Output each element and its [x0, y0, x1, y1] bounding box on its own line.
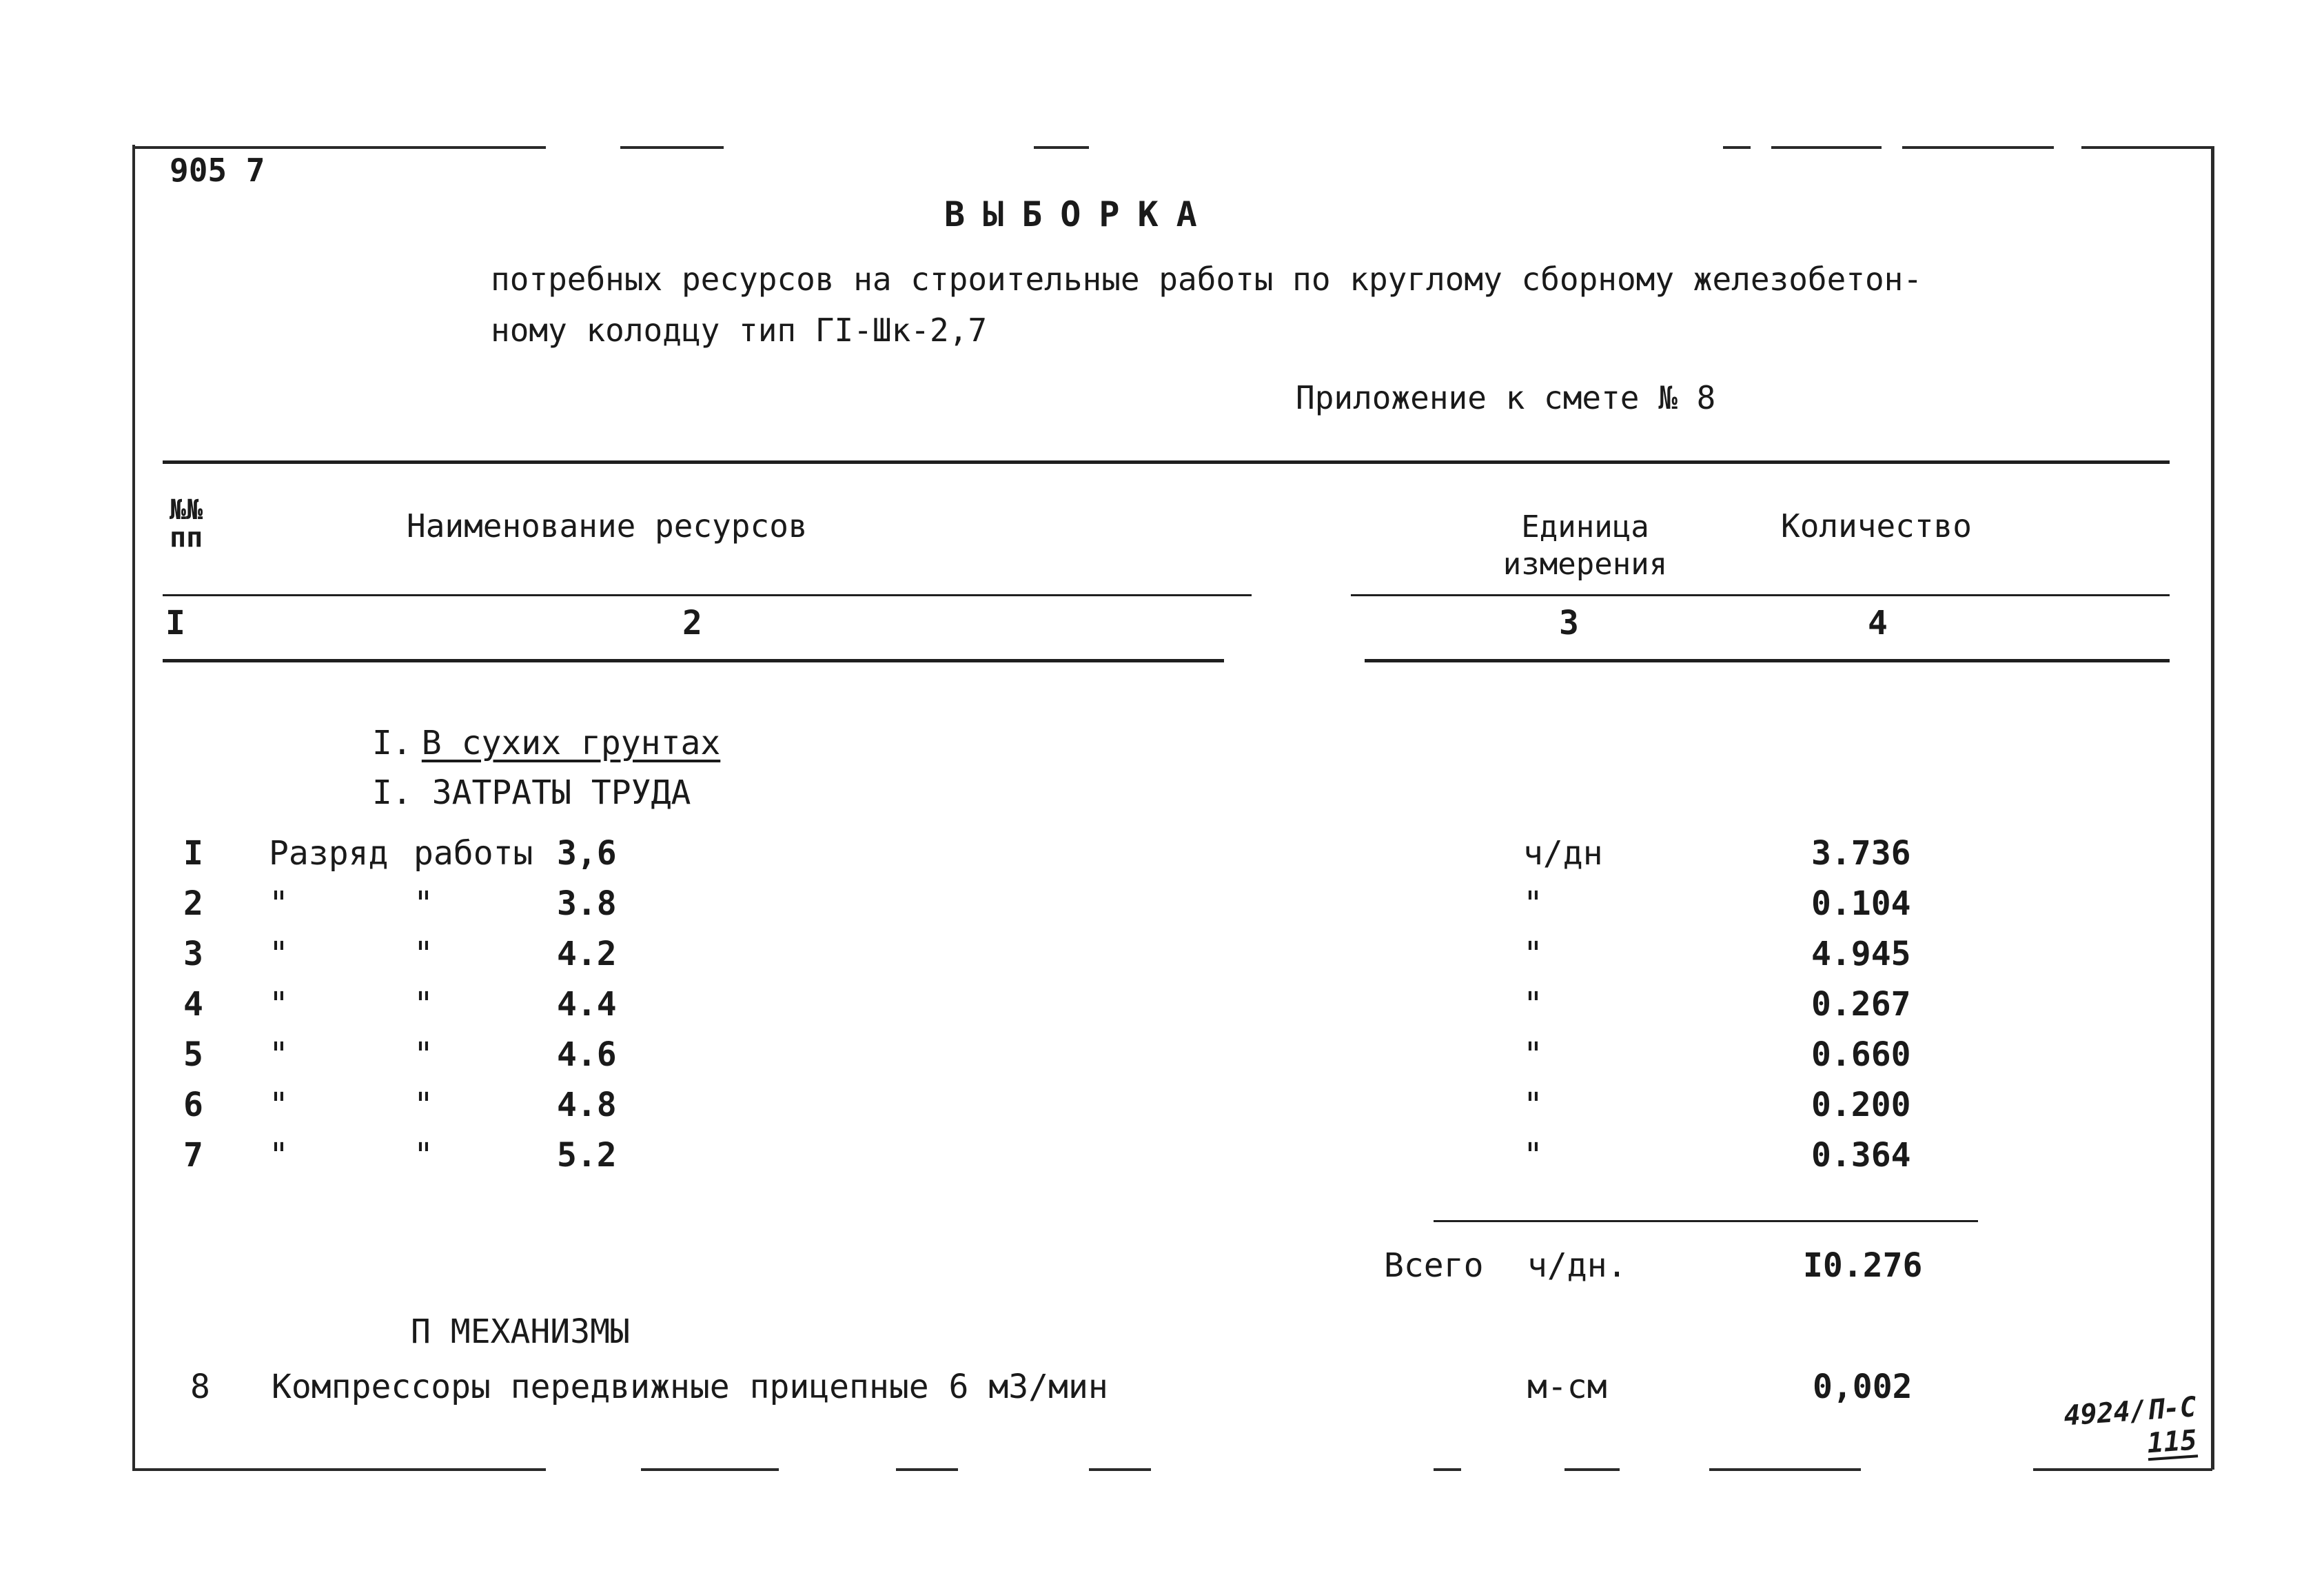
row-number: 2 [183, 884, 203, 923]
machine-row-number: 8 [190, 1368, 210, 1406]
header-unit-line1: Единица [1521, 509, 1649, 545]
section-2-title: П МЕХАНИЗМЫ [411, 1312, 630, 1351]
column-numbers-rule-right [1365, 659, 2170, 662]
column-number-1: I [165, 604, 185, 642]
total-quantity: I0.276 [1803, 1246, 1923, 1285]
machine-row-name: Компрессоры передвижные прицепные 6 м3/мин [272, 1368, 1108, 1406]
column-number-4: 4 [1868, 604, 1888, 642]
frame-left-border [132, 145, 135, 1468]
row-unit: " [1523, 884, 1543, 923]
row-grade: 3,6 [557, 834, 617, 873]
total-label: Всего [1384, 1246, 1484, 1285]
appendix-label: Приложение к смете № 8 [1296, 379, 1716, 416]
row-number: 6 [183, 1086, 203, 1124]
row-unit: " [1523, 935, 1543, 973]
row-unit: " [1523, 1136, 1543, 1175]
section-1-name: В сухих грунтах [421, 724, 721, 762]
archive-stamp [2063, 1390, 2198, 1465]
row-name-part-b: " [414, 935, 434, 973]
row-name-part-b: " [414, 1136, 434, 1175]
header-num-line1: №№ [170, 494, 203, 526]
header-quantity: Количество [1781, 507, 1972, 545]
row-quantity: 0.364 [1811, 1136, 1911, 1175]
total-rule [1434, 1220, 1978, 1222]
header-unit-line2: измерения [1502, 547, 1668, 582]
row-name-part-b: " [414, 985, 434, 1024]
row-grade: 5.2 [557, 1136, 617, 1175]
row-number: 4 [183, 985, 203, 1024]
row-unit: " [1523, 985, 1543, 1024]
row-name-part-a: " [269, 935, 289, 973]
row-grade: 4.4 [557, 985, 617, 1024]
table-top-rule [163, 460, 2170, 464]
header-unit [1482, 509, 1689, 583]
row-name-part-a: " [269, 985, 289, 1024]
frame-right-border [2211, 146, 2214, 1470]
column-number-3: 3 [1559, 604, 1579, 642]
row-quantity: 4.945 [1811, 935, 1911, 973]
row-number: 5 [183, 1035, 203, 1074]
column-numbers-rule-left [163, 659, 1224, 662]
row-unit: " [1523, 1086, 1543, 1124]
row-quantity: 0.104 [1811, 884, 1911, 923]
stamp-line1: 4924/П-С [2062, 1391, 2198, 1432]
row-name-part-b: " [414, 1086, 434, 1124]
row-grade: 3.8 [557, 884, 617, 923]
header-rule-left [163, 594, 1252, 596]
header-rule-right [1351, 594, 2170, 596]
document-subtitle-line2: ному колодцу тип ГI-Шк-2,7 [491, 312, 988, 349]
row-quantity: 0.660 [1811, 1035, 1911, 1074]
column-number-2: 2 [682, 604, 702, 642]
total-unit: ч/дн. [1527, 1246, 1627, 1285]
row-grade: 4.6 [557, 1035, 617, 1074]
document-subtitle-line1: потребных ресурсов на строительные работы по круглому сборному железобетон- [491, 261, 1923, 298]
row-unit: " [1523, 1035, 1543, 1074]
document-title: ВЫБОРКА [944, 194, 1215, 234]
section-1-title [372, 724, 720, 762]
row-grade: 4.2 [557, 935, 617, 973]
row-name-part-a: " [269, 1035, 289, 1074]
section-1-number: I. [372, 724, 412, 762]
section-1-subtitle: I. ЗАТРАТЫ ТРУДА [372, 773, 691, 812]
header-num-line2: пп [170, 522, 203, 554]
stamp-line2: 115 [2145, 1424, 2199, 1460]
row-name-part-a: " [269, 1086, 289, 1124]
header-num [170, 494, 203, 554]
header-resource-name: Наименование ресурсов [407, 507, 808, 545]
row-number: 7 [183, 1136, 203, 1175]
row-quantity: 0.267 [1811, 985, 1911, 1024]
row-unit: ч/дн [1523, 834, 1603, 873]
machine-row-unit: м-см [1527, 1368, 1607, 1406]
row-number: 3 [183, 935, 203, 973]
document-number: 905 7 [170, 152, 265, 189]
machine-row-quantity: 0,002 [1813, 1368, 1913, 1406]
row-quantity: 0.200 [1811, 1086, 1911, 1124]
row-name-part-b: " [414, 884, 434, 923]
row-name-part-a: Разряд [269, 834, 389, 873]
row-name-part-b: " [414, 1035, 434, 1074]
row-name-part-a: " [269, 884, 289, 923]
row-grade: 4.8 [557, 1086, 617, 1124]
row-name-part-a: " [269, 1136, 289, 1175]
row-name-part-b: работы [414, 834, 533, 873]
row-number: I [183, 834, 203, 873]
row-quantity: 3.736 [1811, 834, 1911, 873]
